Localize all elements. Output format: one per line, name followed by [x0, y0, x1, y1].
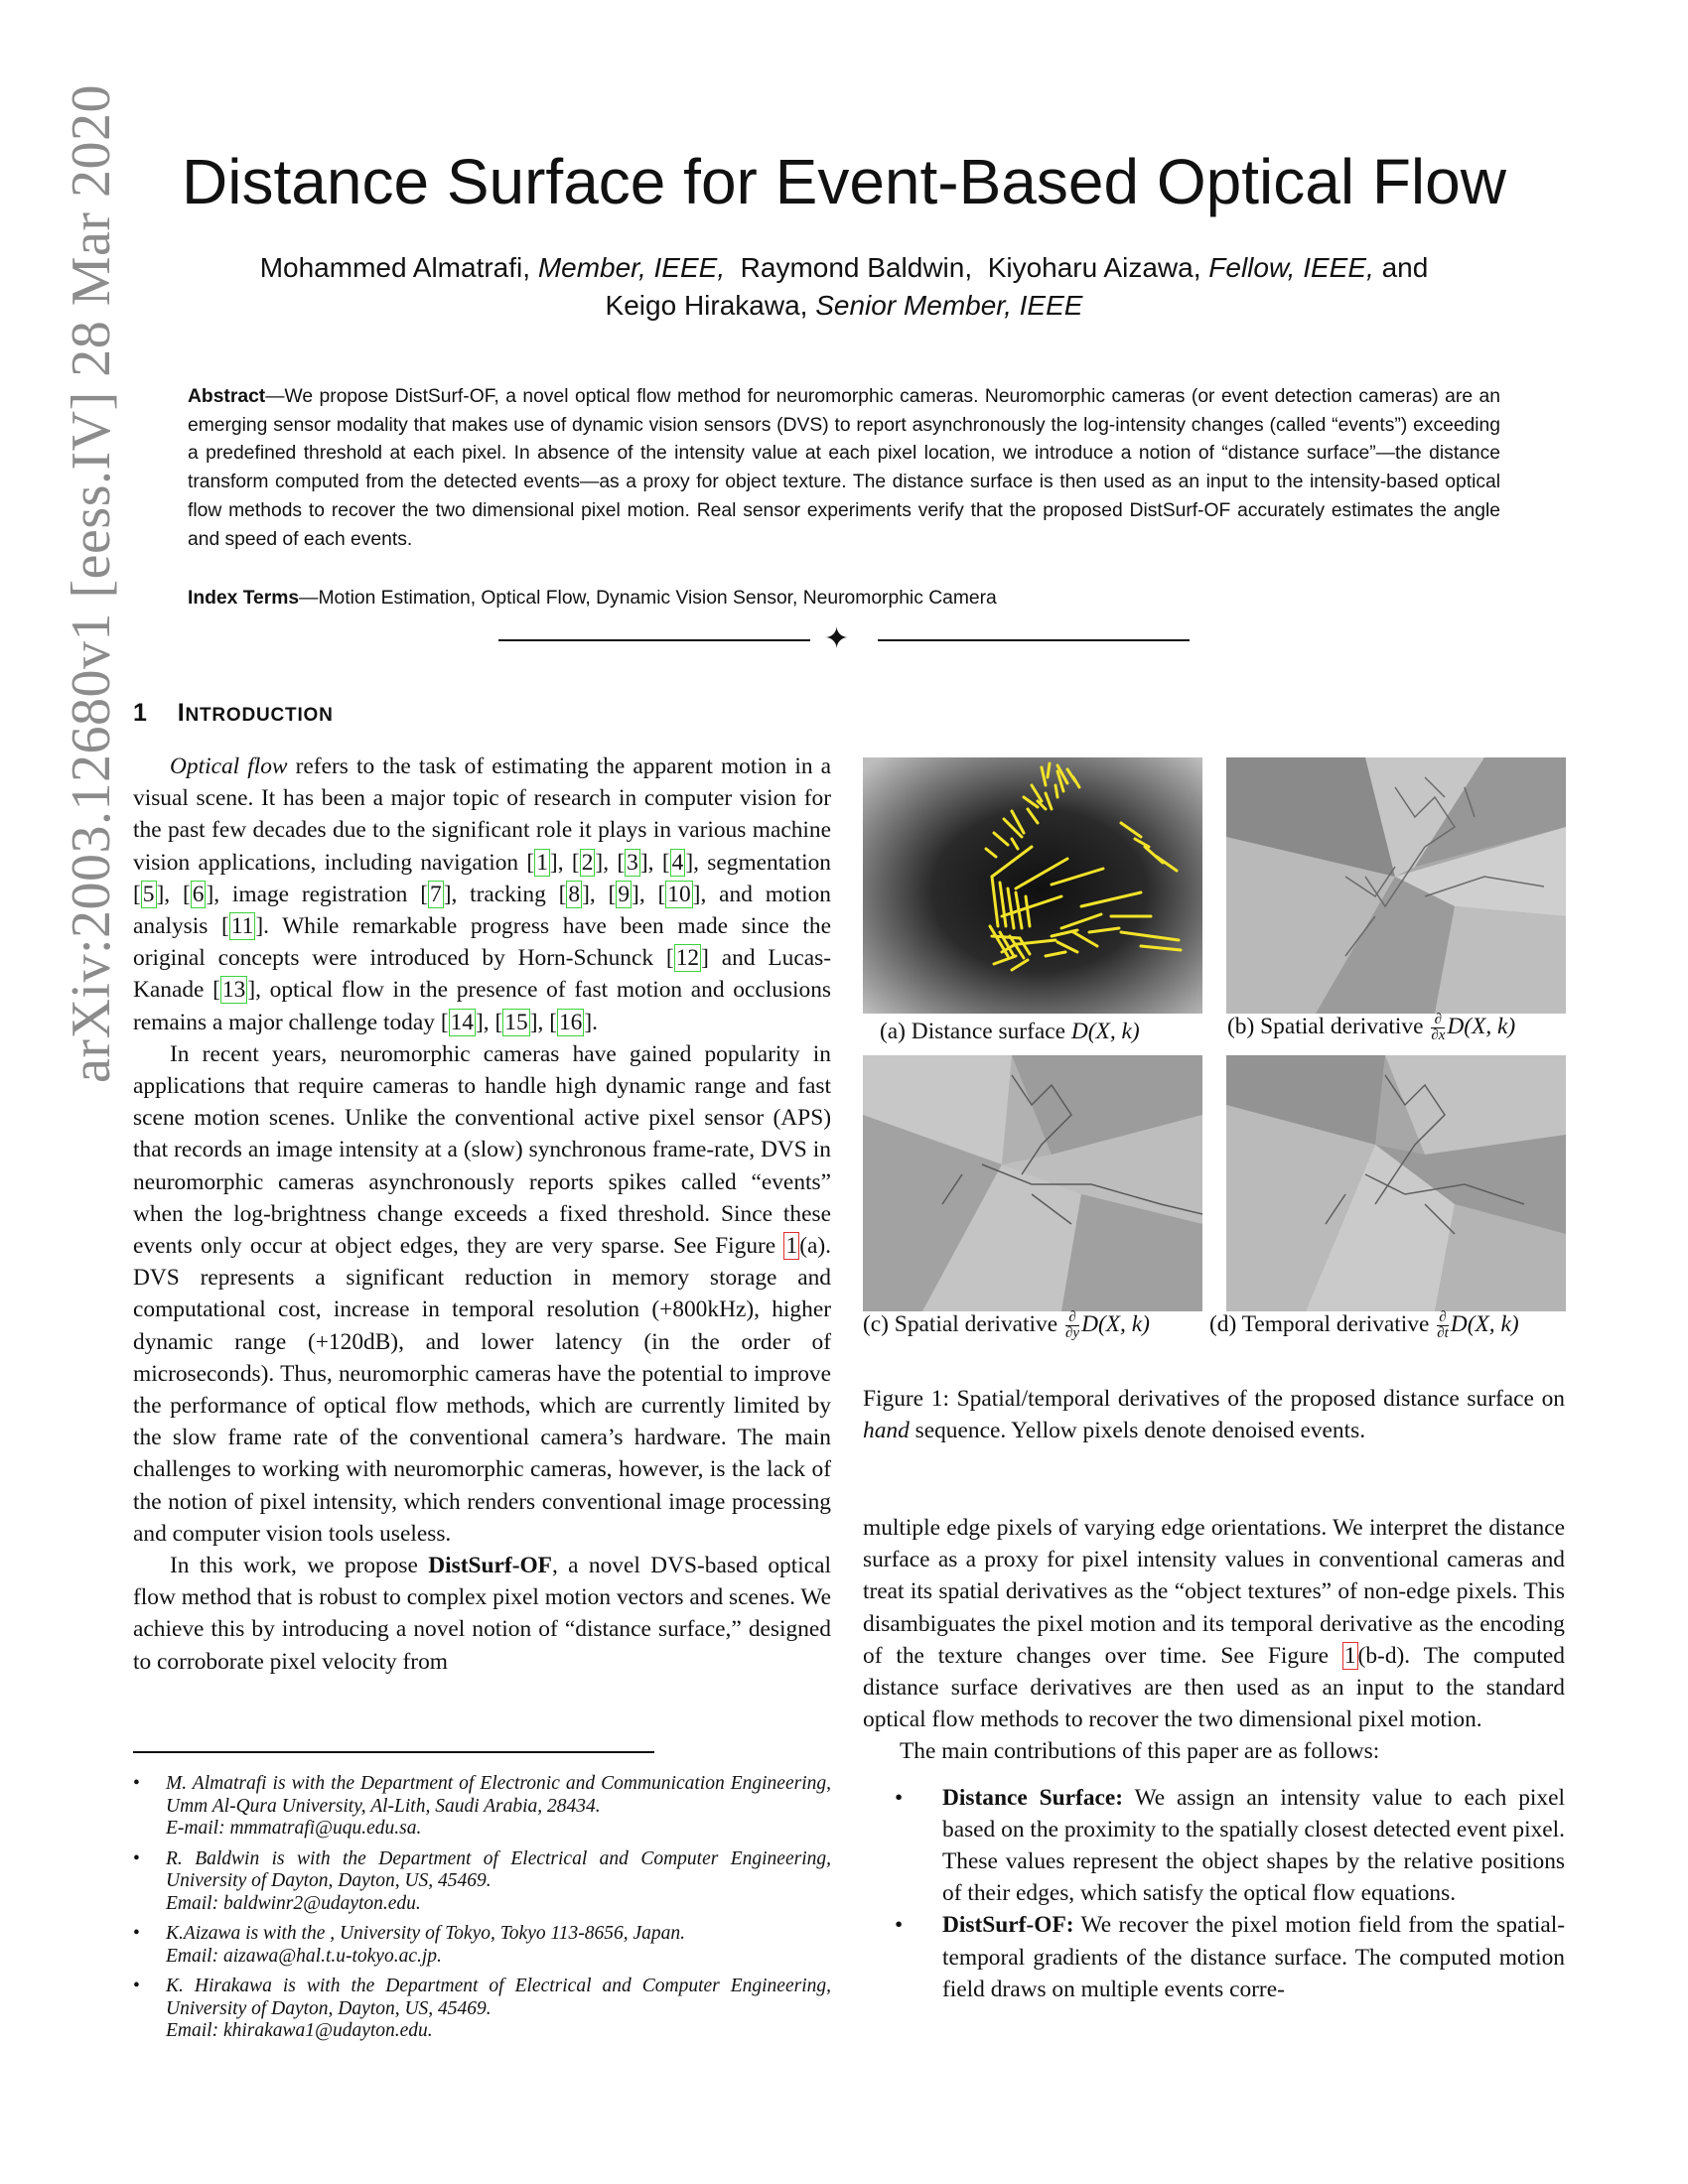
text-span: , optical flow in the presence of fast motion and occlusions remains a major challenge today — [133, 977, 831, 1035]
text-span: , — [164, 881, 183, 907]
italic-term: Optical flow — [170, 753, 288, 779]
citation-link[interactable]: 16 — [558, 1009, 583, 1035]
caption-panel-b — [1227, 1013, 1515, 1043]
section-title-rest: NTRODUCTION — [185, 705, 334, 726]
figure-panel-d-temporal-derivative — [1226, 1055, 1566, 1311]
bullet-icon: • — [133, 1923, 140, 1944]
section-title-first: I — [177, 699, 186, 727]
paragraph-intro-2 — [133, 1038, 831, 1550]
text-span: , — [603, 849, 618, 876]
text-span: , a novel DVS-based optical flow method that is robust to complex pixel motion vectors and scenes. We achieve this by introducing a novel notion of “distance surface,” designed to corroborate pixel velocity from — [133, 1553, 831, 1675]
fraction-numerator: ∂ — [1437, 1310, 1449, 1326]
text-span: , and motion analysis — [133, 881, 831, 940]
caption-panel-c — [863, 1310, 1150, 1341]
caption-math: D(X, k) — [1450, 1310, 1519, 1337]
text-span: In recent years, neuromorphic cameras have gained popularity in applications that require cameras to handle high dynamic range and fast scene motion scenes. Unlike the conventional active pixel sensor (APS) that records an image intensity at a (slow) synchronous frame-rate, DVS in neuromorphic cameras asynchronously reports spikes called “events” when the log-brightness change exceeds a fixed threshold. Since these events only occur at object edges, they are very sparse. See Figure — [133, 1040, 831, 1260]
caption-math: D(X, k) — [1070, 1019, 1140, 1044]
index-terms — [188, 585, 1500, 613]
caption-text: (d) Temporal derivative — [1209, 1310, 1436, 1337]
figure-panel-c-spatial-derivative-y — [863, 1055, 1202, 1311]
citation-link[interactable]: 11 — [230, 913, 254, 940]
text-span: , segmentation — [693, 849, 832, 876]
footnote-item — [133, 1848, 831, 1916]
citation-link[interactable]: 14 — [450, 1009, 474, 1035]
text-span: , — [647, 849, 662, 876]
left-column — [133, 751, 831, 1678]
citation-link[interactable]: 15 — [504, 1009, 528, 1035]
citation-link[interactable]: 12 — [675, 945, 700, 972]
text-span: , tracking — [451, 881, 559, 907]
method-name: DistSurf-OF — [428, 1553, 552, 1579]
footnote-rule — [133, 1751, 654, 1753]
figure-label: Figure 1: — [863, 1386, 949, 1412]
figure-panel-a-distance-surface — [863, 757, 1202, 1014]
footnote-email: E-mail: mmmatrafi@uqu.edu.sa. — [166, 1818, 422, 1839]
caption-math: D(X, k) — [1447, 1013, 1516, 1039]
author-role: Senior Member, IEEE — [815, 290, 1083, 321]
footnote-item — [133, 1976, 831, 2043]
author-role: Member, IEEE, — [537, 252, 726, 283]
contribution-text: We recover the pixel motion field from the spatial-temporal gradients of the distance surface. The computed motion field draws on multiple events corre- — [942, 1912, 1565, 2002]
author-conjunction: and — [1381, 252, 1429, 283]
author-line-2 — [0, 290, 1688, 322]
caption-panel-a — [880, 1019, 1140, 1045]
author-name: Mohammed Almatrafi, — [259, 252, 531, 283]
text-span: , — [589, 881, 609, 907]
footnote-text: M. Almatrafi is with the Department of Electronic and Communication Engineering, Umm Al-Qura University, Al-Lith, Saudi Arabia, 28434. — [166, 1773, 831, 1817]
paragraph-contributions-intro: The main contributions of this paper are as follows: — [900, 1738, 1380, 1765]
contribution-item — [863, 1909, 1565, 2005]
footnote-email: Email: baldwinr2@udayton.edu. — [166, 1892, 421, 1914]
paragraph-intro-3 — [133, 1550, 831, 1678]
fraction-numerator: ∂ — [1431, 1013, 1445, 1028]
citation-link[interactable]: 10 — [667, 881, 691, 907]
text-span: refers to the task of estimating the apparent motion in a visual scene. It has been a major topic of research in computer vision for the past few decades due to the significant role it plays in various machine vision applications, including navigation — [133, 753, 831, 876]
bullet-icon: • — [133, 1976, 140, 1996]
divider-rule-left — [498, 639, 810, 641]
citation-link[interactable]: 9 — [618, 881, 631, 907]
section-heading — [133, 699, 334, 728]
figure-reference-link[interactable]: 1 — [785, 1233, 798, 1260]
text-span: . While remarkable progress have been made since the original concepts were introduced by Horn-Schunck — [133, 913, 831, 972]
fraction — [1065, 1310, 1079, 1341]
text-span: and Lucas-Kanade — [133, 945, 832, 1004]
abstract-label: Abstract — [188, 386, 266, 407]
fraction-denominator: ∂t — [1437, 1325, 1449, 1341]
fraction-denominator: ∂y — [1064, 1325, 1080, 1341]
contribution-text: We assign an intensity value to each pixel based on the proximity to the spatially closest detected event pixel. These values represent the object shapes by the relative positions of their edges, which satisfy the optical flow equations. — [942, 1784, 1565, 1907]
text-span: (a). DVS represents a significant reduction in memory storage and computational cost, increase in temporal resolution (+800kHz), higher dynamic range (+120dB), and lower latency (in the order of microseconds). Thus, neuromorphic cameras have the potential to improve the performance of optical flow methods, which are currently limited by the slow frame rate of the conventional camera’s hardware. The main challenges to working with neuromorphic cameras, however, is the lack of the notion of pixel intensity, which renders conventional image processing and computer vision tools useless. — [133, 1233, 831, 1547]
abstract-text: —We propose DistSurf-OF, a novel optical flow method for neuromorphic cameras. Neuromorphic cameras (or event detection cameras) are an emerging sensor modality that makes use of dynamic vision sensors (DVS) to report asynchronously the log-intensity changes (called “events”) exceeding a predefined threshold at each pixel. In absence of the intensity value at each pixel location, we introduce a notion of “distance surface”—the distance transform computed from the detected events—as a proxy for object texture. The distance surface is then used as an input to the intensity-based optical flow methods to recover the two dimensional pixel motion. Real sensor experiments verify that the proposed DistSurf-OF accurately estimates the angle and speed of each events. — [188, 386, 1500, 550]
caption-panel-d — [1209, 1310, 1519, 1341]
text-span: , — [557, 849, 572, 876]
index-terms-text: —Motion Estimation, Optical Flow, Dynamic Vision Sensor, Neuromorphic Camera — [299, 588, 997, 609]
right-column — [863, 1512, 1565, 2005]
contribution-title: Distance Surface: — [942, 1784, 1124, 1811]
fraction — [1437, 1310, 1449, 1341]
citation-link[interactable]: 5 — [142, 881, 155, 907]
bullet-icon: • — [895, 1912, 904, 1939]
citation-link[interactable]: 1 — [536, 849, 548, 876]
figure-caption — [863, 1383, 1565, 1446]
fraction-denominator: ∂x — [1431, 1027, 1446, 1043]
footnote-text: K.Aizawa is with the , University of Tokyo, Tokyo 113-8656, Japan. — [166, 1923, 686, 1944]
text-span: , — [638, 881, 658, 907]
caption-text: (c) Spatial derivative — [863, 1310, 1063, 1337]
text-span: . — [592, 1009, 599, 1035]
text-span: , image registration — [213, 881, 421, 907]
author-name: Raymond Baldwin, — [740, 252, 973, 283]
caption-math: D(X, k) — [1081, 1310, 1150, 1337]
citation-link[interactable]: 7 — [429, 881, 442, 907]
divider-rule-right — [878, 639, 1190, 641]
section-number: 1 — [133, 699, 148, 727]
paragraph-continued — [863, 1512, 1565, 1735]
text-span: , — [537, 1009, 550, 1035]
fraction-numerator: ∂ — [1065, 1310, 1079, 1326]
footnote-email: Email: aizawa@hal.t.u-tokyo.ac.jp. — [166, 1945, 442, 1967]
abstract — [188, 383, 1500, 554]
text-span: In this work, we propose — [170, 1553, 429, 1579]
footnote-text: R. Baldwin is with the Department of Electrical and Computer Engineering, University of Dayton, Dayton, US, 45469. — [166, 1847, 831, 1891]
caption-text: (a) Distance surface — [880, 1019, 1071, 1044]
citation-link[interactable]: 6 — [192, 881, 205, 907]
footnote-email: Email: khirakawa1@udayton.edu. — [166, 2020, 433, 2041]
section-divider — [498, 621, 1190, 656]
footnote-item — [133, 1923, 831, 1968]
paper-title: Distance Surface for Event-Based Optical Flow — [182, 146, 1506, 217]
text-span: multiple edge pixels of varying edge orientations. We interpret the distance surface as a proxy for pixel intensity values in conventional cameras and treat its spatial derivatives as the “object textures” of non-edge pixels. This disambiguates the pixel motion and its temporal derivative as the encoding of the texture changes over time. See Figure — [863, 1515, 1565, 1669]
citation-link[interactable]: 2 — [581, 849, 594, 876]
author-name: Keigo Hirakawa, — [605, 290, 808, 321]
text-span: , — [483, 1009, 495, 1035]
footnote-item — [133, 1773, 831, 1841]
figure-panel-b-spatial-derivative-x — [1226, 757, 1566, 1014]
footnote-text: K. Hirakawa is with the Department of Electrical and Computer Engineering, University of Dayton, Dayton, US, 45469. — [166, 1976, 831, 2019]
bullet-icon: • — [133, 1847, 140, 1869]
citation-link[interactable]: 3 — [627, 849, 638, 876]
citation-link[interactable]: 8 — [568, 881, 581, 907]
text-span: (b-d). The computed distance surface derivatives are then used as an input to the standard optical flow methods to recover the two dimensional pixel motion. — [863, 1642, 1566, 1733]
citation-link[interactable]: 13 — [221, 977, 246, 1004]
author-name: Kiyoharu Aizawa, — [987, 252, 1201, 283]
contribution-item — [863, 1782, 1565, 1910]
bullet-icon: • — [895, 1784, 904, 1811]
caption-italic: hand — [863, 1418, 910, 1444]
paragraph-intro-1: Optical flow refers to the task of estimating the apparent motion in a visual scene. It has been a major topic of research in computer vision for the past few decades due to the significant role it plays in various machine vision applications, including navigation [1], [2], [3], [4], segmentation [5], [6], image registration [7], tracking [8], [9], [10], and motion analysis [11]. While remarkable progress have been made since the original concepts were introduced by Horn-Schunck [12] and Lucas-Kanade [13], optical flow in the presence of fast motion and occlusions remains a major challenge today [14], [15], [16]. — [133, 753, 832, 1035]
caption-text: Spatial/temporal derivatives of the proposed distance surface on — [948, 1386, 1565, 1412]
divider-star-icon: ✦ — [824, 621, 850, 656]
figure-reference-link[interactable]: 1 — [1343, 1642, 1356, 1669]
caption-text: (b) Spatial derivative — [1227, 1013, 1430, 1039]
author-line-1 — [0, 252, 1688, 284]
contribution-title: DistSurf-OF: — [942, 1912, 1074, 1939]
author-role: Fellow, IEEE, — [1208, 252, 1374, 283]
footnotes — [133, 1773, 831, 2051]
bullet-icon: • — [133, 1773, 140, 1794]
index-terms-label: Index Terms — [188, 588, 300, 609]
fraction — [1431, 1013, 1445, 1043]
caption-text: sequence. Yellow pixels denote denoised events. — [909, 1418, 1366, 1444]
citation-link[interactable]: 4 — [671, 849, 684, 876]
